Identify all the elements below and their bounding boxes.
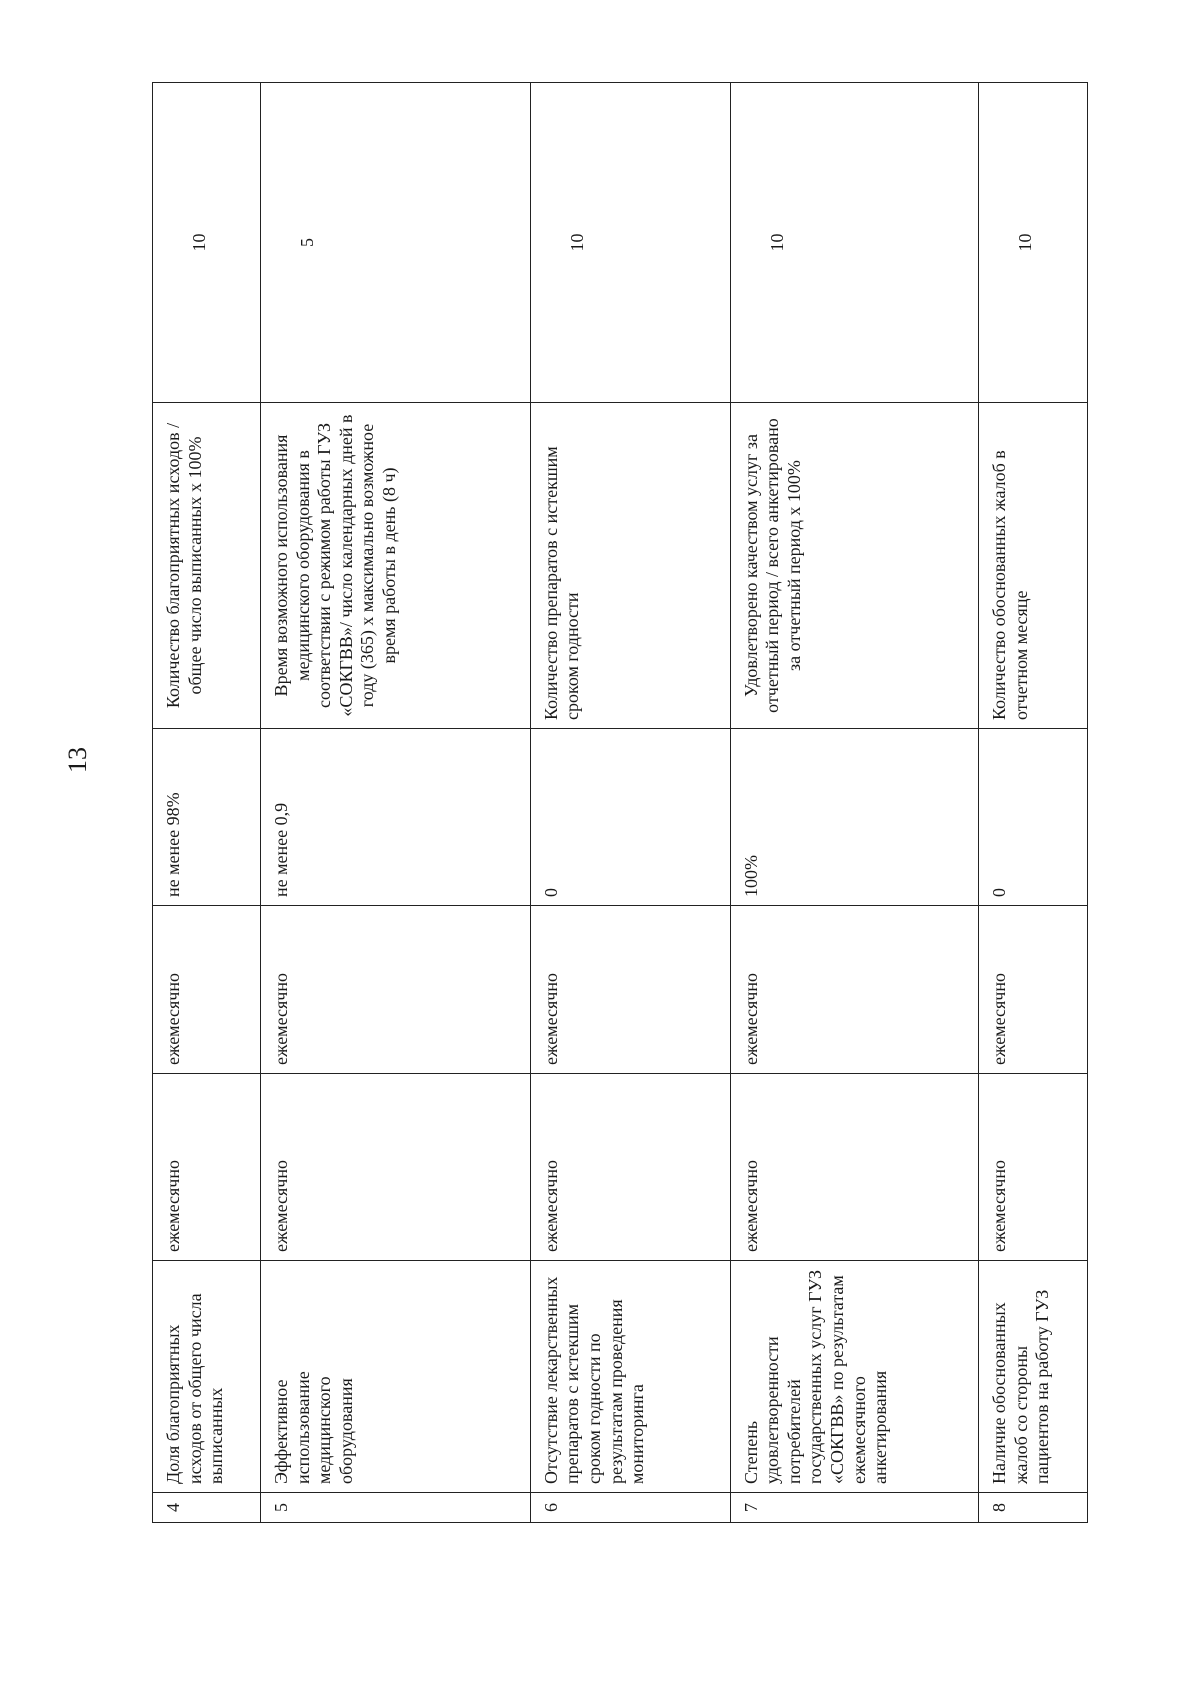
formula-cell: Количество благоприятных исходов / общее число выписанных х 100%: [153, 403, 261, 729]
page-number: 13: [63, 747, 92, 773]
row-number: 4: [153, 1493, 261, 1523]
table-row: [153, 83, 261, 1523]
row-number: 8: [978, 1493, 1087, 1523]
indicator-name: Эффективное использование медицинского оборудования: [260, 1261, 530, 1493]
period-cell: ежемесячно: [978, 906, 1087, 1074]
period-cell: ежемесячно: [978, 1074, 1087, 1261]
indicator-name: Отсутствие лекарственных препаратов с истекшим сроком годности по результатам проведения мониторинга: [530, 1261, 730, 1493]
period-cell: ежемесячно: [530, 1074, 730, 1261]
weight-value: 10: [153, 83, 261, 403]
target-value: не менее 0,9: [260, 729, 530, 906]
period-cell: ежемесячно: [153, 1074, 261, 1261]
period-cell: ежемесячно: [530, 906, 730, 1074]
target-value: не менее 98%: [153, 729, 261, 906]
weight-value: 10: [530, 83, 730, 403]
indicator-name: Наличие обоснованных жалоб со стороны пациентов на работу ГУЗ: [978, 1261, 1087, 1493]
indicator-name: Доля благоприятных исходов от общего числа выписанных: [153, 1261, 261, 1493]
row-number: 7: [730, 1493, 978, 1523]
table-row: [260, 83, 530, 1523]
period-cell: ежемесячно: [153, 906, 261, 1074]
table-row: [730, 83, 978, 1523]
period-cell: ежемесячно: [730, 1074, 978, 1261]
formula-cell: Время возможного использования медицинского оборудования в соответствии с режимом работы ГУЗ «СОКГВВ»/ число календарных дней в году (365) х максимально возможное время работы в день (8 ч): [260, 403, 530, 729]
period-cell: ежемесячно: [730, 906, 978, 1074]
indicator-name: Степень удовлетворенности потребителей государственных услуг ГУЗ «СОКГВВ» по результатам ежемесячного анкетирования: [730, 1261, 978, 1493]
weight-value: 10: [978, 83, 1087, 403]
period-cell: ежемесячно: [260, 906, 530, 1074]
formula-cell: Удовлетворено качеством услуг за отчетный период / всего анкетировано за отчетный период х 100%: [730, 403, 978, 729]
weight-value: 5: [260, 83, 530, 403]
target-value: 0: [530, 729, 730, 906]
indicators-table: [152, 82, 1088, 1523]
period-cell: ежемесячно: [260, 1074, 530, 1261]
row-number: 6: [530, 1493, 730, 1523]
target-value: 100%: [730, 729, 978, 906]
table-row: [530, 83, 730, 1523]
row-number: 5: [260, 1493, 530, 1523]
table-row: [978, 83, 1087, 1523]
rotated-table-container: [152, 83, 1088, 1523]
formula-cell: Количество обоснованных жалоб в отчетном месяце: [978, 403, 1087, 729]
target-value: 0: [978, 729, 1087, 906]
weight-value: 10: [730, 83, 978, 403]
formula-cell: Количество препаратов с истекшим сроком годности: [530, 403, 730, 729]
